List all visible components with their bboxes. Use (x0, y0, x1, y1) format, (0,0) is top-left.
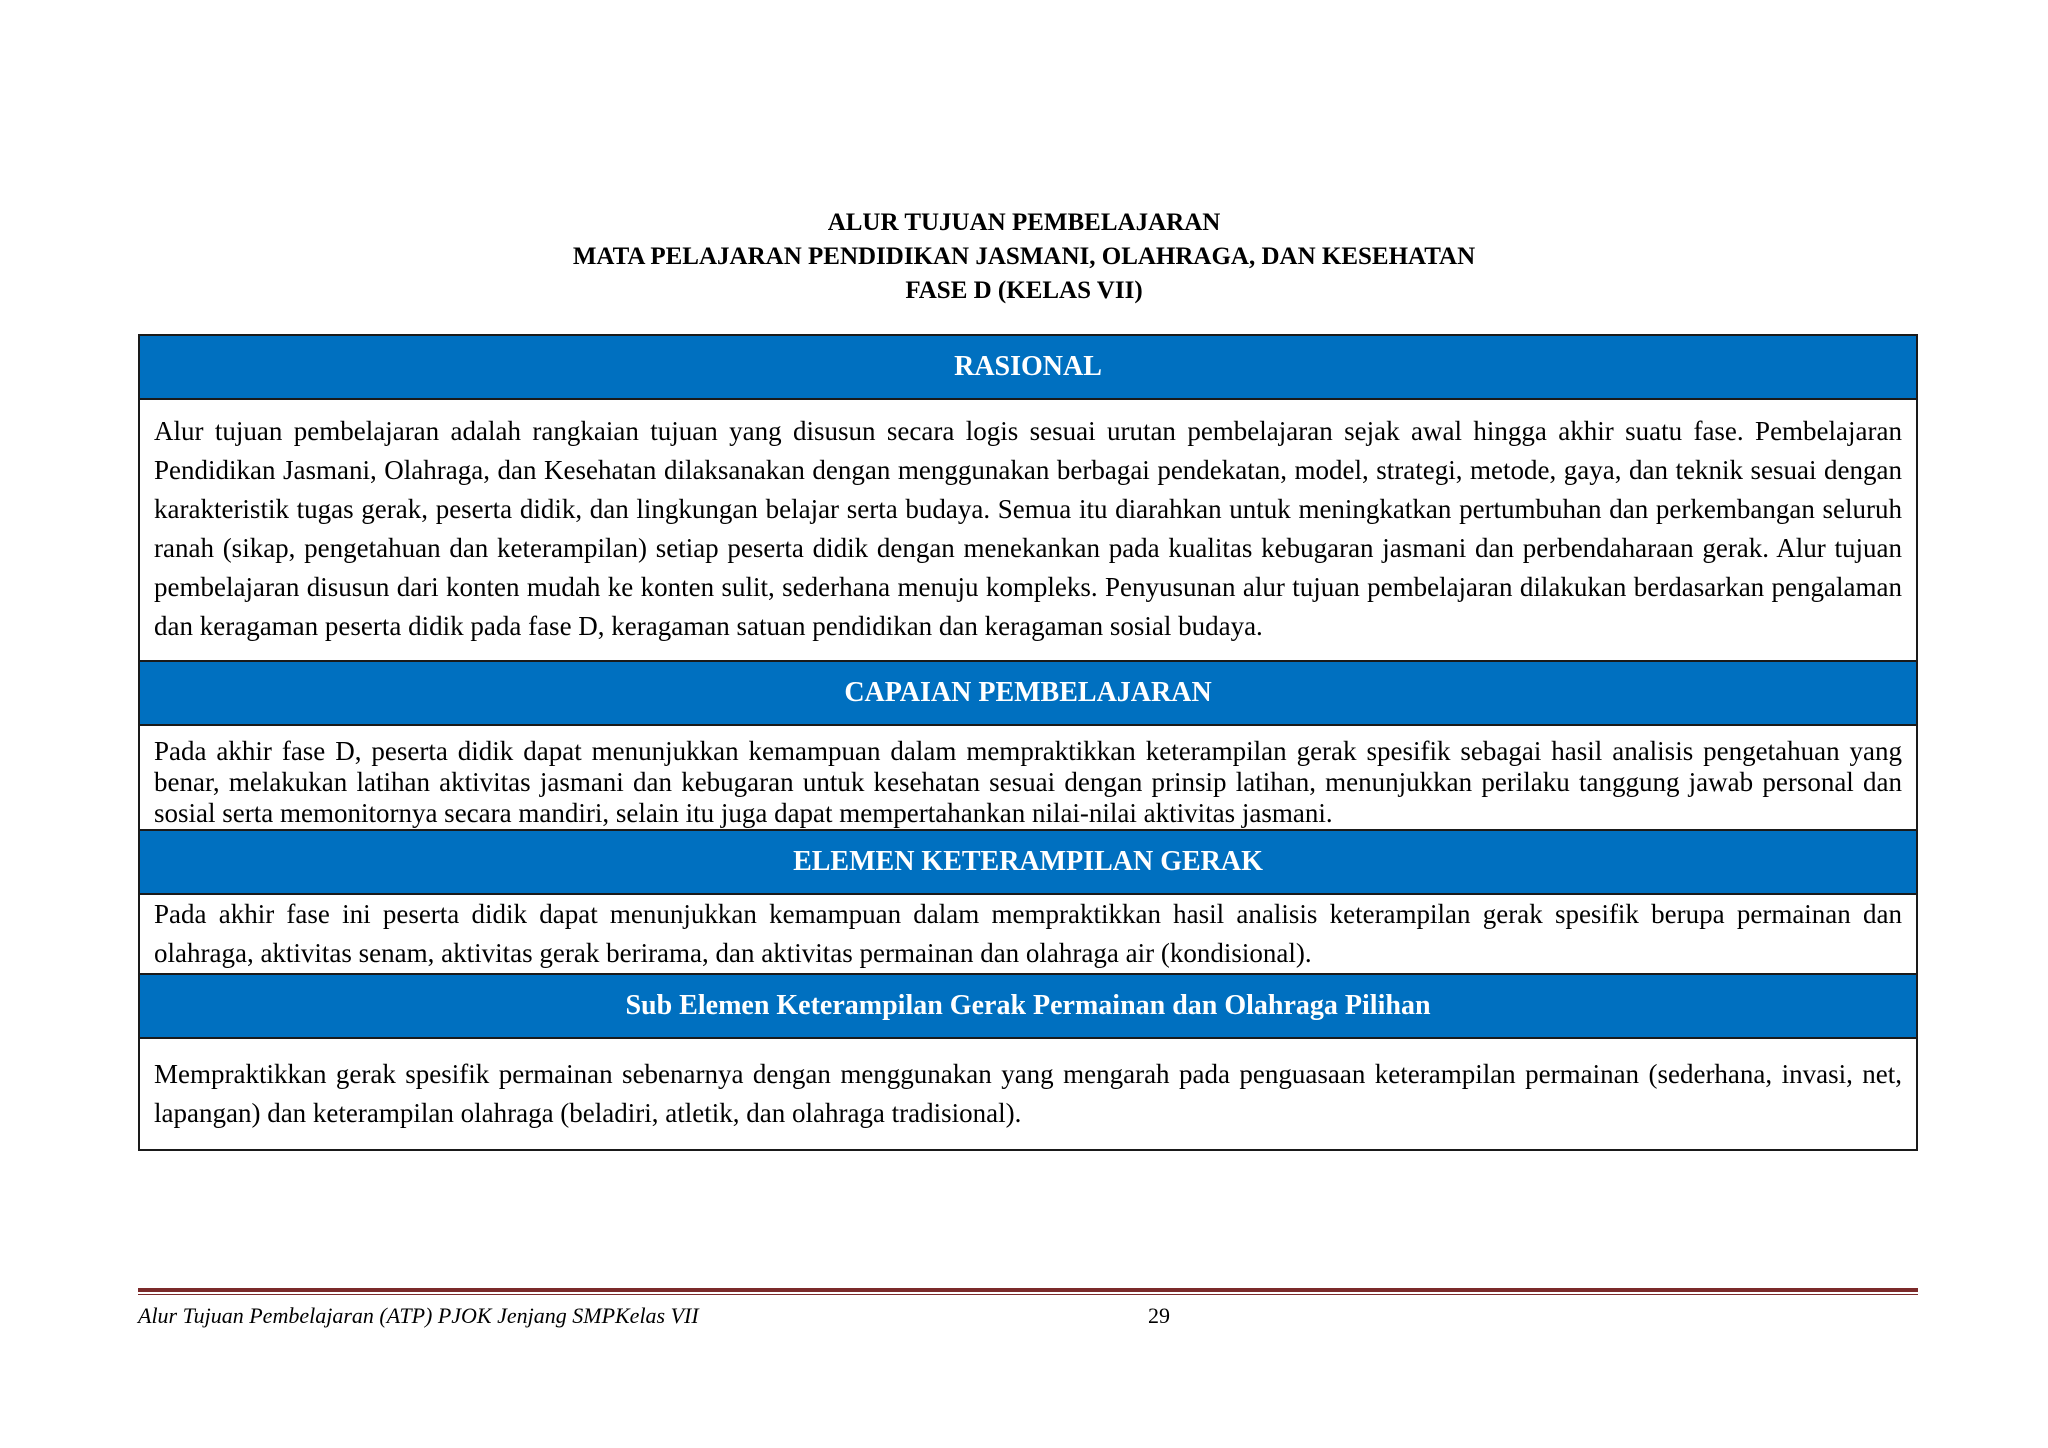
atp-table (138, 334, 1918, 1151)
title-line-1: ALUR TUJUAN PEMBELAJARAN (827, 209, 1221, 236)
section-body-capaian-pembelajaran: Pada akhir fase D, peserta didik dapat menunjukkan kemampuan dalam mempraktikkan keterampilan gerak spesifik sebagai hasil analisis pengetahuan yang benar, melakukan latihan aktivitas jasmani dan kebugaran untuk kesehatan sesuai dengan prinsip latihan, menunjukkan perilaku tanggung jawab personal dan sosial serta memonitornya secara mandiri, selain itu juga dapat mempertahankan nilai-nilai aktivitas jasmani. (140, 726, 1916, 831)
section-header-capaian-pembelajaran: CAPAIAN PEMBELAJARAN (140, 662, 1916, 726)
section-body-rasional: Alur tujuan pembelajaran adalah rangkaian tujuan yang disusun secara logis sesuai urutan pembelajaran sejak awal hingga akhir suatu fase. Pembelajaran Pendidikan Jasmani, Olahraga, dan Kesehatan dilaksanakan dengan menggunakan berbagai pendekatan, model, strategi, metode, gaya, dan teknik sesuai dengan karakteristik tugas gerak, peserta didik, dan lingkungan belajar serta budaya. Semua itu diarahkan untuk meningkatkan pertumbuhan dan perkembangan seluruh ranah (sikap, pengetahuan dan keterampilan) setiap peserta didik dengan menekankan pada kualitas kebugaran jasmani dan perbendaharaan gerak. Alur tujuan pembelajaran disusun dari konten mudah ke konten sulit, sederhana menuju kompleks. Penyusunan alur tujuan pembelajaran dilakukan berdasarkan pengalaman dan keragaman peserta didik pada fase D, keragaman satuan pendidikan dan keragaman sosial budaya. (140, 400, 1916, 662)
footer-divider-thick (138, 1288, 1918, 1292)
section-header-elemen-keterampilan-gerak: ELEMEN KETERAMPILAN GERAK (140, 831, 1916, 895)
title-line-2: MATA PELAJARAN PENDIDIKAN JASMANI, OLAHRAGA, DAN KESEHATAN (572, 243, 1476, 270)
page-number: 29 (1148, 1303, 1170, 1328)
footer-divider-thin (138, 1294, 1918, 1295)
section-body-elemen-keterampilan-gerak: Pada akhir fase ini peserta didik dapat menunjukkan kemampuan dalam mempraktikkan hasil analisis keterampilan gerak spesifik berupa permainan dan olahraga, aktivitas senam, aktivitas gerak berirama, dan aktivitas permainan dan olahraga air (kondisional). (140, 895, 1916, 975)
footer-document-name: Alur Tujuan Pembelajaran (ATP) PJOK Jenjang SMPKelas VII (138, 1303, 699, 1328)
title-line-3: FASE D (KELAS VII) (905, 277, 1143, 304)
footer-divider (138, 1288, 1918, 1296)
document-title (0, 206, 2048, 308)
section-header-sub-elemen: Sub Elemen Keterampilan Gerak Permainan dan Olahraga Pilihan (140, 975, 1916, 1039)
section-header-rasional: RASIONAL (140, 336, 1916, 400)
section-body-sub-elemen: Mempraktikkan gerak spesifik permainan sebenarnya dengan menggunakan yang mengarah pada penguasaan keterampilan permainan (sederhana, invasi, net, lapangan) dan keterampilan olahraga (beladiri, atletik, dan olahraga tradisional). (154, 1059, 1902, 1128)
